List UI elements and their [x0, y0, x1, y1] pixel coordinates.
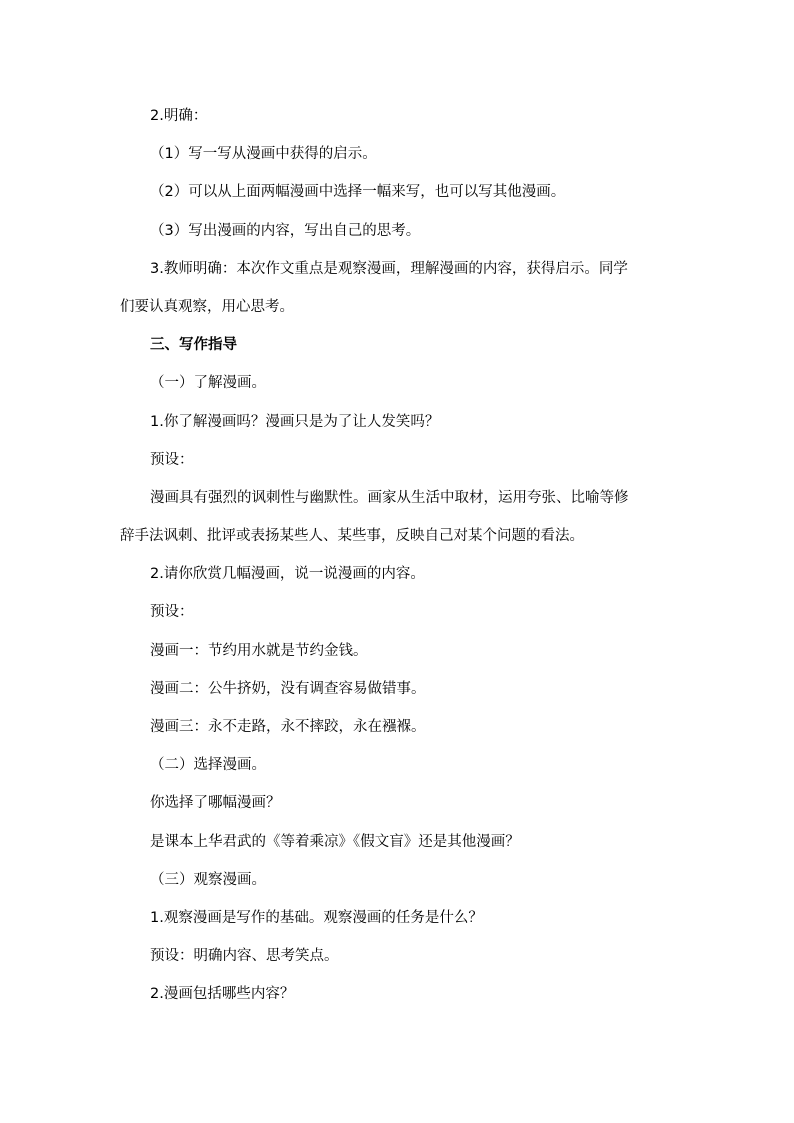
- section-heading: 三、写作指导: [150, 337, 237, 354]
- paragraph-line: （3）写出漫画的内容，写出自己的思考。: [150, 222, 421, 239]
- paragraph-line: （1）写一写从漫画中获得的启示。: [150, 146, 377, 163]
- paragraph-line: 预设：: [150, 451, 194, 468]
- paragraph-line: 是课本上华君武的《等着乘凉》《假文盲》还是其他漫画？: [150, 833, 520, 850]
- paragraph-line: 2.请你欣赏几幅漫画，说一说漫画的内容。: [150, 566, 425, 583]
- paragraph-line: 漫画三：永不走路，永不摔跤，永在襁褓。: [150, 719, 426, 735]
- paragraph-line: （2）可以从上面两幅漫画中选择一幅来写，也可以写其他漫画。: [150, 184, 566, 201]
- document-body: [120, 97, 675, 1014]
- subsection-heading: （三）观察漫画。: [150, 871, 266, 888]
- paragraph-line: 们要认真观察，用心思考。: [120, 298, 294, 315]
- paragraph-line: 你选择了哪幅漫画？: [150, 795, 281, 812]
- paragraph-line: 漫画具有强烈的讽刺性与幽默性。画家从生活中取材，运用夸张、比喻等修: [150, 489, 629, 506]
- paragraph-line: 预设：明确内容、思考笑点。: [150, 948, 339, 965]
- paragraph-line: 2.漫画包括哪些内容？: [150, 986, 295, 1003]
- paragraph-line: 预设：: [150, 604, 194, 621]
- paragraph-line: 1.观察漫画是写作的基础。观察漫画的任务是什么？: [150, 909, 483, 926]
- paragraph-line: 2.明确：: [150, 108, 208, 124]
- paragraph-line: 1.你了解漫画吗？漫画只是为了让人发笑吗？: [150, 413, 440, 430]
- subsection-heading: （二）选择漫画。: [150, 757, 266, 774]
- paragraph-line: 3.教师明确：本次作文重点是观察漫画，理解漫画的内容，获得启示。同学: [150, 260, 628, 277]
- paragraph-line: 漫画二：公牛挤奶，没有调查容易做错事。: [150, 680, 426, 697]
- paragraph-line: 漫画一：节约用水就是节约金钱。: [150, 642, 368, 659]
- subsection-heading: （一）了解漫画。: [150, 375, 266, 392]
- paragraph-line: 辞手法讽刺、批评或表扬某些人、某些事，反映自己对某个问题的看法。: [120, 528, 584, 545]
